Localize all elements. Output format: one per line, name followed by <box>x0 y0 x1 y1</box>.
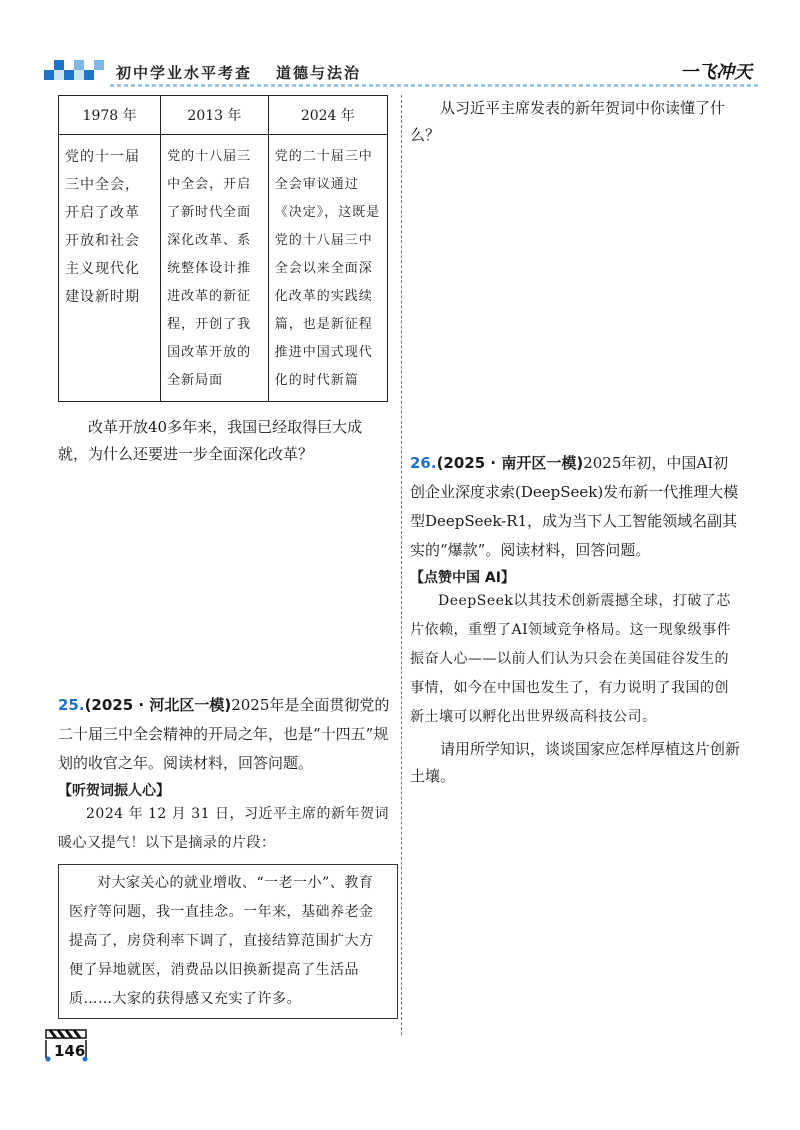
series-title: 初中学业水平考查 <box>116 64 253 82</box>
table-cell: 党的十一届三中全会，开启了改革开放和社会主义现代化建设新时期 <box>59 135 161 402</box>
reform-timeline-table <box>58 95 388 402</box>
table-cell: 党的十八届三中全会，开启了新时代全面深化改革、系统整体设计推进改革的新征程，开创了我国改革开放的全新局面 <box>161 135 269 402</box>
table-header-cell: 2013 年 <box>161 96 269 135</box>
checker-logo-icon <box>44 58 110 84</box>
page-number: 146 <box>54 1042 86 1060</box>
item-stem <box>58 691 398 778</box>
question-text: 改革开放40多年来，我国已经取得巨大成就，为什么还要进一步全面深化改革？ <box>58 418 363 463</box>
table-header-cell: 2024 年 <box>268 96 387 135</box>
item-source: (2025 · 南开区一模) <box>436 454 584 472</box>
table-cell: 党的二十届三中全会审议通过《决定》，这既是党的十八届三中全会以来全面深化改革的实践续篇，也是新征程推进中国式现代化的时代新篇 <box>268 135 387 402</box>
quote-box: 对大家关心的就业增收、“一老一小”、教育医疗等问题，我一直挂念。一年来，基础养老金提高了，房贷利率下调了，直接结算范围扩大方便了异地就医，消费品以旧换新提高了生活品质……大家的获得感又充实了许多。 <box>58 864 398 1019</box>
item-source: (2025 · 河北区一模) <box>84 696 232 714</box>
subject-title: 道德与法治 <box>276 64 362 82</box>
page-number-badge <box>44 1028 92 1066</box>
item-26 <box>410 449 740 790</box>
item-stem-text: 2025年是全面贯彻党的二十届三中全会精神的开局之年，也是“十四五”规划的收官之年。阅读材料，回答问题。 <box>58 696 390 772</box>
material-text: 2024 年 12 月 31 日，习近平主席的新年贺词暖心又提气！以下是摘录的片段： <box>58 806 390 851</box>
page-header <box>40 52 760 92</box>
item-stem-text: 2025年初，中国AI初创企业深度求索(DeepSeek)发布新一代推理大模型DeepSeek-R1，成为当下人工智能领域名副其实的“爆款”。阅读材料，回答问题。 <box>410 454 739 559</box>
question-text: 从习近平主席发表的新年贺词中你读懂了什么？ <box>410 99 726 144</box>
header-rule <box>110 84 760 87</box>
item-stem <box>410 449 740 565</box>
material-tag: 【听贺词振人心】 <box>58 783 170 799</box>
item-number: 25. <box>58 696 85 714</box>
right-column <box>410 95 740 790</box>
item-25 <box>58 691 398 1019</box>
table-header-cell: 1978 年 <box>59 96 161 135</box>
item-number: 26. <box>410 454 437 472</box>
brand-logo: 一飞冲天 <box>680 62 752 83</box>
table-header-row <box>59 96 388 135</box>
left-column <box>58 95 390 1007</box>
question-text: 请用所学知识，谈谈国家应怎样厚植这片创新土壤。 <box>410 740 741 785</box>
table-row <box>59 135 388 402</box>
material-text: DeepSeek以其技术创新震撼全球，打破了芯片依赖，重塑了AI领域竞争格局。这一现象级事件振奋人心——以前人们认为只会在美国硅谷发生的事情，如今在中国也发生了，有力说明了我国的创新土壤可以孵化出世界级高科技公司。 <box>410 593 732 725</box>
column-divider <box>401 95 402 1035</box>
material-tag: 【点赞中国 AI】 <box>410 570 515 586</box>
